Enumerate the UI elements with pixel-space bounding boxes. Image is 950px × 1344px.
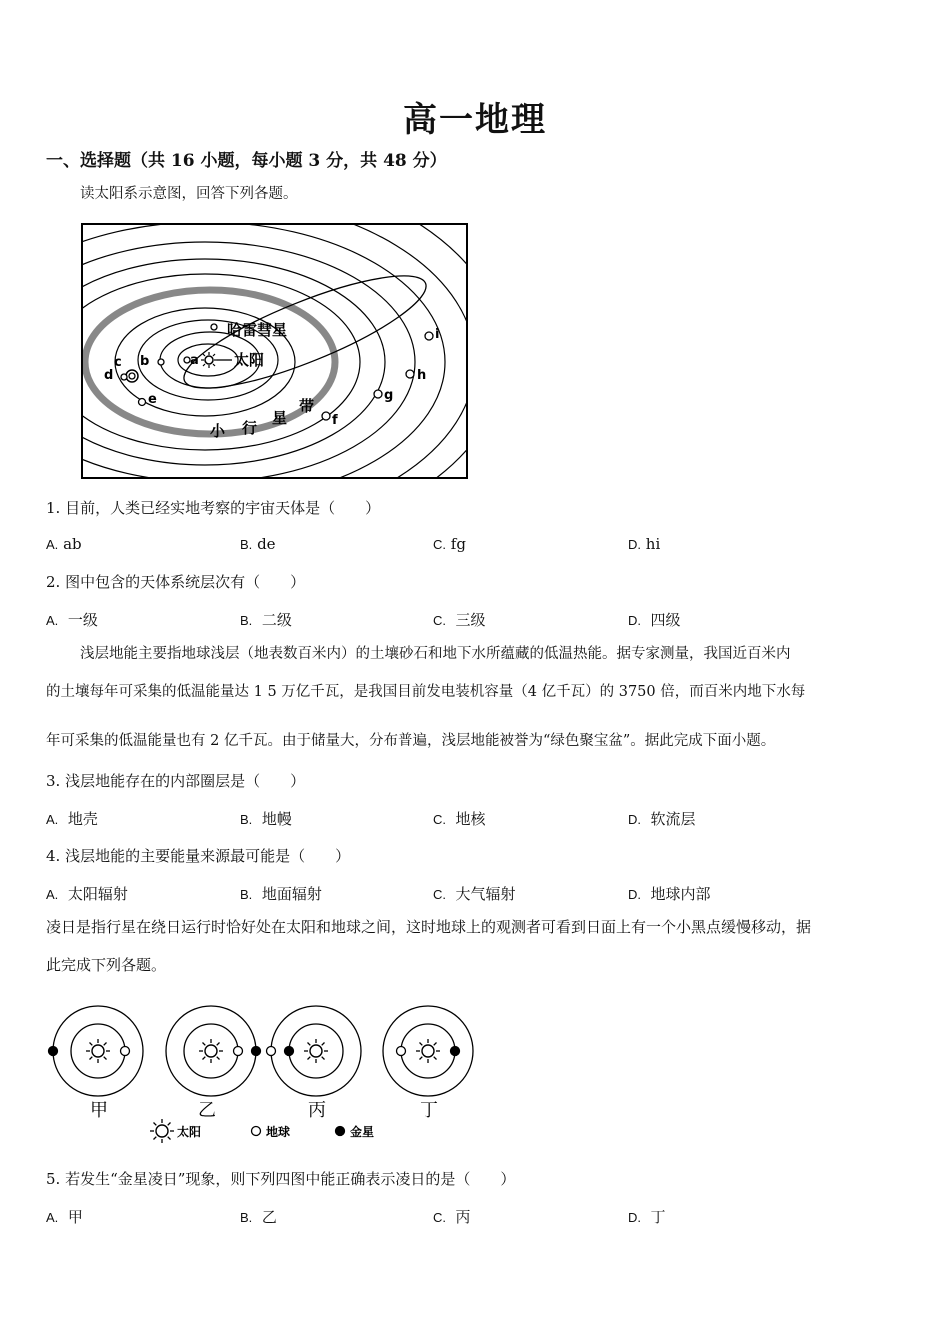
panel-bing-earth (267, 1047, 276, 1056)
passage-2-line-2: 的土壤每年可采集的低温能量达 1 5 万亿千瓦，是我国目前发电装机容量（4 亿千瓦）的 3750 倍，而百米内地下水每 (46, 684, 806, 700)
question-4-stem: 4. 浅层地能的主要能量来源最可能是（ ） (46, 847, 351, 865)
planet-f (322, 412, 330, 420)
legend-sun-label: 太阳 (177, 1125, 202, 1139)
option-5d[interactable]: D. 丁 (628, 1208, 666, 1226)
belt-label-1: 小 (210, 422, 226, 440)
label-a: a (190, 353, 199, 368)
label-c: c (114, 355, 122, 370)
option-4d[interactable]: D. 地球内部 (628, 885, 711, 903)
passage-2-line-3: 年可采集的低温能量也有 2 亿千瓦。由于储量大，分布普遍，浅层地能被誉为“绿色聚宝盆”。据此完成下面小题。 (46, 733, 776, 749)
option-4a[interactable]: A. 太阳辐射 (46, 885, 128, 903)
question-3-stem: 3. 浅层地能存在的内部圈层是（ ） (46, 772, 306, 790)
label-f: f (332, 413, 338, 428)
option-2a[interactable]: A. 一级 (46, 611, 98, 629)
option-5c[interactable]: C. 丙 (433, 1208, 471, 1226)
passage-3-line-2: 此完成下列各题。 (46, 956, 167, 974)
panel-ding-venus (451, 1047, 460, 1056)
panel-ding-sun-icon (416, 1039, 440, 1063)
legend-earth-label: 地球 (266, 1125, 291, 1139)
question-2-stem: 2. 图中包含的天体系统层次有（ ） (46, 573, 306, 591)
panel-yi-sun-icon (199, 1039, 223, 1063)
planet-g (374, 390, 382, 398)
option-2c[interactable]: C. 三级 (433, 611, 486, 629)
option-1d[interactable]: D. hi (628, 535, 661, 553)
option-1c[interactable]: C. fg (433, 535, 466, 553)
label-i: i (435, 327, 440, 342)
option-3d[interactable]: D. 软流层 (628, 810, 696, 828)
planet-i (425, 332, 433, 340)
panel-ding-earth (397, 1047, 406, 1056)
legend-venus-label: 金星 (350, 1125, 375, 1139)
planet-e (139, 399, 146, 406)
planet-h (406, 370, 414, 378)
halley-comet (211, 324, 217, 330)
halley-label: 哈雷彗星 (227, 321, 288, 339)
panel-label-ding: 丁 (420, 1100, 438, 1121)
sun-label: 太阳 (234, 351, 265, 369)
label-g: g (384, 388, 394, 403)
option-2d[interactable]: D. 四级 (628, 611, 681, 629)
legend-venus-icon (336, 1127, 345, 1136)
option-3a[interactable]: A. 地壳 (46, 810, 98, 828)
solar-system-diagram (80, 222, 470, 480)
question-1-stem: 1. 目前，人类已经实地考察的宇宙天体是（ ） (46, 499, 381, 517)
label-h: h (417, 368, 427, 383)
page-title: 高一地理 (403, 100, 547, 140)
panel-yi-earth (234, 1047, 243, 1056)
label-d: d (104, 368, 114, 383)
panel-label-bing: 丙 (308, 1100, 326, 1121)
section-heading: 一、选择题（共 16 小题，每小题 3 分，共 48 分） (46, 151, 447, 171)
belt-label-4: 带 (299, 397, 315, 415)
belt-label-3: 星 (272, 409, 288, 427)
option-2b[interactable]: B. 二级 (240, 611, 292, 629)
panel-label-yi: 乙 (198, 1100, 216, 1121)
panel-jia-earth (121, 1047, 130, 1056)
option-1a[interactable]: A. ab (46, 535, 82, 553)
option-5a[interactable]: A. 甲 (46, 1208, 83, 1226)
planet-c (129, 373, 135, 379)
option-3b[interactable]: B. 地幔 (240, 810, 292, 828)
passage-2-line-1: 浅层地能主要指地球浅层（地表数百米内）的土壤砂石和地下水所蕴藏的低温热能。据专家测量，我国近百米内 (80, 646, 791, 662)
planet-b (158, 359, 164, 365)
question-5-stem: 5. 若发生“金星凌日”现象，则下列四图中能正确表示凌日的是（ ） (46, 1170, 516, 1188)
panel-bing-venus (285, 1047, 294, 1056)
panel-yi-venus (252, 1047, 261, 1056)
legend-earth-icon (252, 1127, 261, 1136)
label-b: b (140, 354, 150, 369)
panel-label-jia: 甲 (90, 1100, 108, 1121)
belt-label-2: 行 (242, 419, 258, 437)
panel-jia-sun-icon (86, 1039, 110, 1063)
option-3c[interactable]: C. 地核 (433, 810, 486, 828)
panel-jia-venus (49, 1047, 58, 1056)
planet-d (121, 374, 127, 380)
panel-bing-sun-icon (304, 1039, 328, 1063)
legend-sun-icon (150, 1119, 174, 1143)
label-e: e (148, 392, 157, 407)
option-1b[interactable]: B. de (240, 535, 276, 553)
option-4c[interactable]: C. 大气辐射 (433, 885, 516, 903)
passage-3-line-1: 凌日是指行星在绕日运行时恰好处在太阳和地球之间，这时地球上的观测者可看到日面上有一个小黑点缓慢移动，据 (46, 918, 812, 936)
transit-diagram (46, 998, 486, 1146)
intro-text: 读太阳系示意图，回答下列各题。 (80, 186, 298, 202)
option-5b[interactable]: B. 乙 (240, 1208, 277, 1226)
option-4b[interactable]: B. 地面辐射 (240, 885, 322, 903)
